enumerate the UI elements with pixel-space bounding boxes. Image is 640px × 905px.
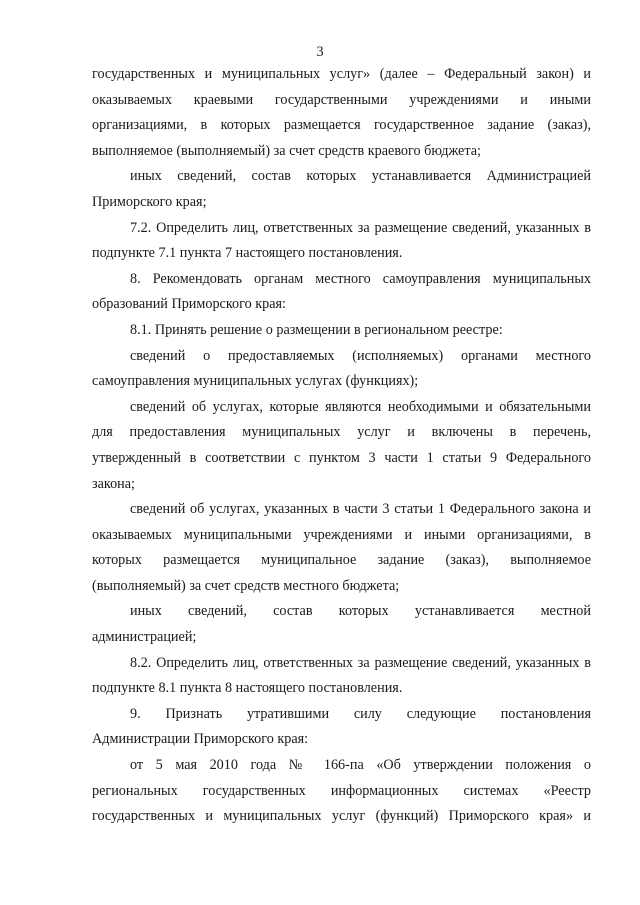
text-line: сведений о предоставляемых (исполняемых) органами местного (130, 347, 591, 364)
text-line: 7.2. Определить лиц, ответственных за размещение сведений, указанных в (130, 219, 591, 236)
text-line: 8.1. Принять решение о размещении в региональном реестре: (130, 321, 503, 338)
text-line: самоуправления муниципальных услугах (функциях); (92, 373, 419, 390)
text-line: оказываемых краевыми государственными учреждениями и иными (92, 91, 591, 108)
text-line: Приморского края; (92, 193, 207, 210)
text-line: закона; (92, 475, 135, 492)
text-line: подпункте 8.1 пункта 8 настоящего постановления. (92, 680, 403, 697)
text-line: утвержденный в соответствии с пунктом 3 части 1 статьи 9 Федерального (92, 449, 591, 466)
text-line: выполняемое (выполняемый) за счет средств краевого бюджета; (92, 142, 481, 159)
text-line: иных сведений, состав которых устанавливается Администрацией (130, 168, 591, 185)
text-line: государственных и муниципальных услуг» (далее – Федеральный закон) и (92, 66, 591, 82)
text-line: сведений об услугах, которые являются необходимыми и обязательными (130, 398, 591, 415)
text-line: организациями, в которых размещается государственное задание (заказ), (92, 117, 591, 134)
text-line: региональных государственных информационных системах «Реестр (92, 782, 591, 799)
text-line: подпункте 7.1 пункта 7 настоящего постановления. (92, 245, 403, 262)
text-line: администрацией; (92, 629, 197, 646)
document-body (92, 63, 591, 831)
text-line: которых размещается муниципальное задание (заказ), выполняемое (92, 552, 591, 569)
page-number: 3 (316, 44, 324, 60)
text-line: от 5 мая 2010 года № 166-па «Об утверждении положения о (130, 757, 591, 774)
text-line: образований Приморского края: (92, 296, 286, 313)
text-line: иных сведений, состав которых устанавливается местной (130, 603, 591, 620)
text-line: 8. Рекомендовать органам местного самоуправления муниципальных (130, 270, 591, 287)
text-line: Администрации Приморского края: (92, 731, 309, 748)
text-line: сведений об услугах, указанных в части 3 статьи 1 Федерального закона и (130, 501, 591, 518)
text-line: 8.2. Определить лиц, ответственных за размещение сведений, указанных в (130, 654, 591, 671)
text-line: государственных и муниципальных услуг (функций) Приморского края» и (92, 808, 591, 825)
text-line: 9. Признать утратившими силу следующие постановления (130, 705, 591, 722)
text-line: (выполняемый) за счет средств местного бюджета; (92, 577, 400, 594)
text-line: оказываемых муниципальными учреждениями и иными организациями, в (92, 526, 591, 543)
text-line: для предоставления муниципальных услуг и включены в перечень, (92, 424, 591, 441)
